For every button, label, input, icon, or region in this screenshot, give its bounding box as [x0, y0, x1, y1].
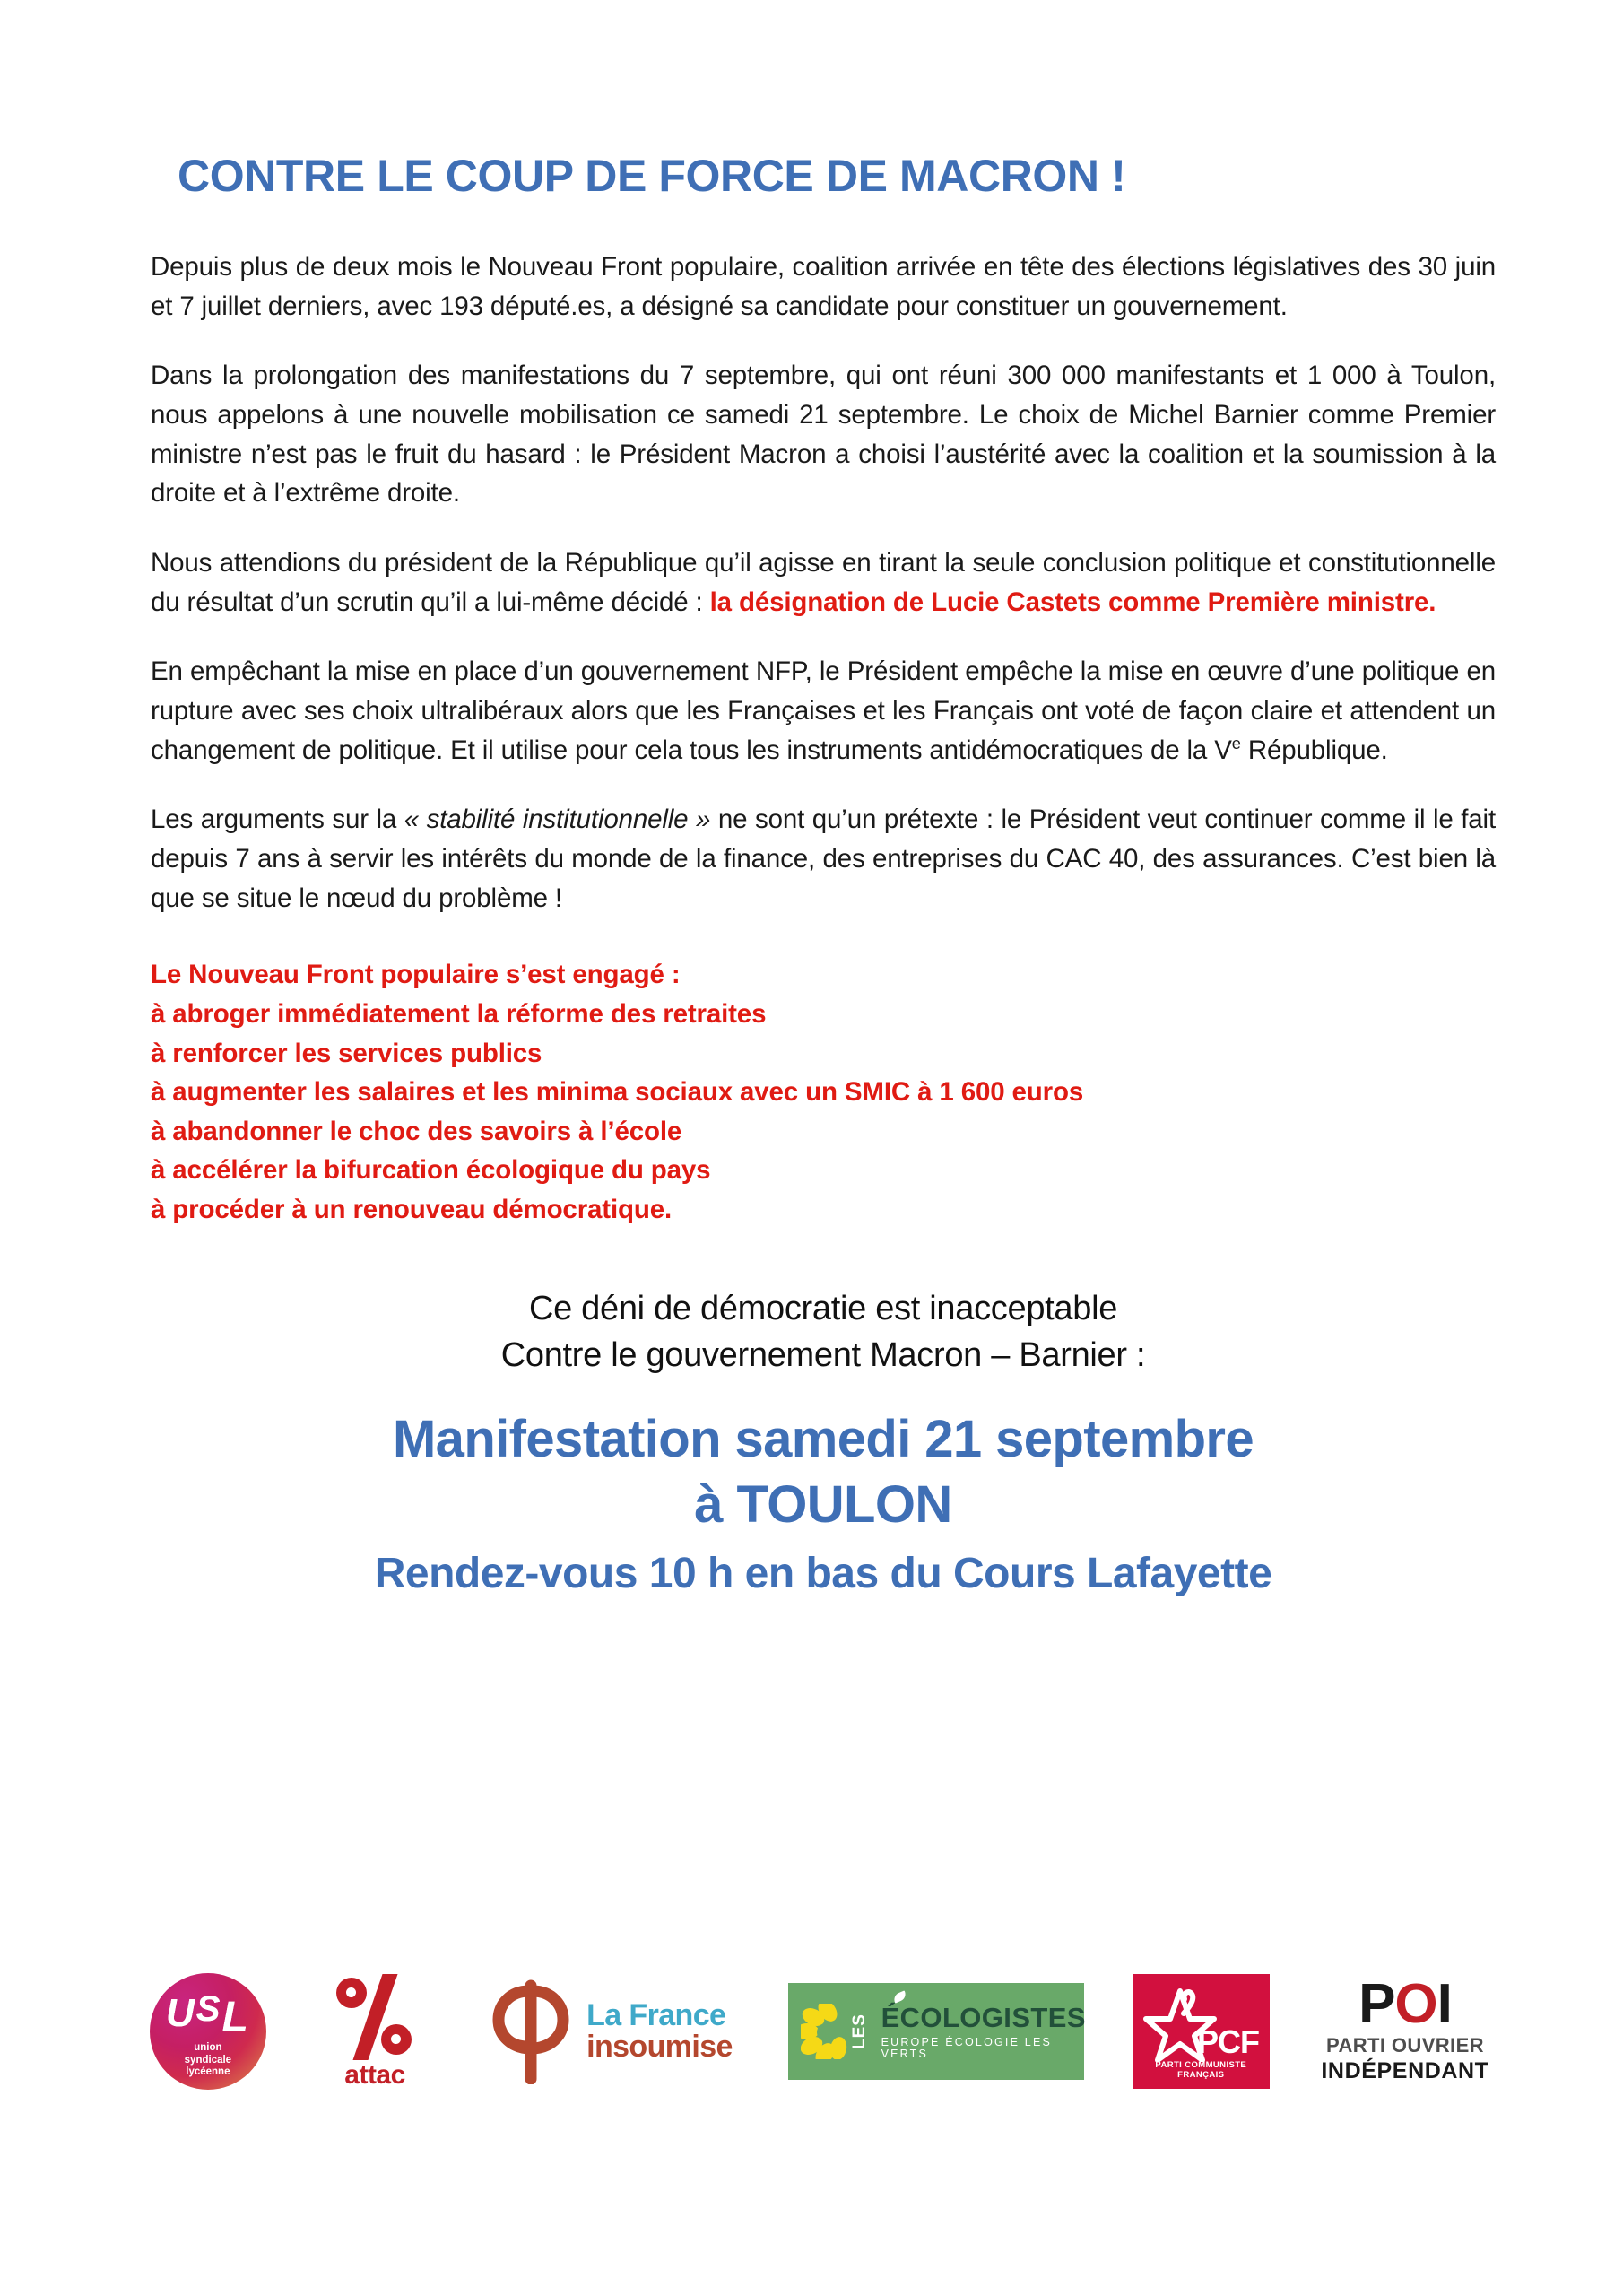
- paragraph-5-part-b: ne sont qu’un prétexte : le Président veut continuer comme il le fait depuis 7 ans à servir les intérêts du monde de la finance, des entreprises du CAC 40, des assurances. C’est bien là que se situe le nœud du problème !: [151, 804, 1496, 913]
- engagements-list: [151, 955, 1496, 1230]
- tract-content: [151, 0, 1496, 1602]
- engagement-item: à procéder à un renouveau démocratique.: [151, 1195, 673, 1225]
- cta-line-2: Contre le gouvernement Macron – Barnier :: [500, 1336, 1146, 1375]
- lfi-line-1: La France: [586, 1998, 726, 2033]
- logo-pcf: [1133, 1974, 1270, 2089]
- paragraph-4-part-a: En empêchant la mise en place d’un gouvernement NFP, le Président empêche la mise en œuvre d’une politique en rupture avec ses choix ultralibéraux alors que les Françaises et les Français ont voté de façon claire et attendent un changement de politique. Et il utilise pour cela tous les instruments antidémocratiques de la V: [151, 657, 1496, 765]
- usl-letters: USL: [165, 1989, 250, 2041]
- cta-meeting-point: Rendez-vous 10 h en bas du Cours Lafayette: [374, 1549, 1272, 1597]
- logo-usl: [143, 1967, 273, 2097]
- logo-attac: [319, 1967, 431, 2097]
- usl-subtitle: [150, 2042, 266, 2079]
- phi-icon: [488, 1979, 574, 2084]
- poi-letter-o: O: [1394, 1972, 1437, 2035]
- usl-circle-icon: [150, 1973, 266, 2090]
- pcf-subtitle: PARTI COMMUNISTE FRANÇAIS: [1155, 2060, 1247, 2080]
- usl-sub-line-3: lycéenne: [186, 2066, 230, 2078]
- eelv-wordmark: [881, 2004, 1086, 2059]
- call-to-action: [151, 1285, 1496, 1602]
- logo-la-france-insoumise: [468, 1967, 751, 2097]
- lfi-wordmark: [586, 2000, 733, 2062]
- poi-letter-i: I: [1436, 1972, 1452, 2035]
- paragraph-1: Depuis plus de deux mois le Nouveau Front populaire, coalition arrivée en tête des élections législatives des 30 juin et 7 juillet derniers, avec 193 député.es, a désigné sa candidate pour constituer un gouvernement.: [151, 252, 1496, 321]
- cta-city: à TOULON: [694, 1474, 952, 1534]
- percent-icon: [334, 1974, 415, 2060]
- eelv-main-text: ÉCOLOGISTES: [881, 2002, 1086, 2033]
- paragraph-3: [151, 544, 1496, 622]
- logo-les-ecologistes: [788, 1983, 1084, 2080]
- poi-letter-p: P: [1358, 1972, 1395, 2035]
- paragraph-2: Dans la prolongation des manifestations du 7 septembre, qui ont réuni 300 000 manifestants et 1 000 à Toulon, nous appelons à une nouvelle mobilisation ce samedi 21 septembre. Le choix de Michel Barnier comme Premier ministre n’est pas le fruit du hasard : le Président Macron a choisi l’austérité avec la coalition et la soumission à la droite et à l’extrême droite.: [151, 361, 1496, 509]
- poi-line-3: INDÉPENDANT: [1321, 2058, 1489, 2084]
- percent-top-circle-icon: [336, 1978, 367, 2008]
- body-text: [151, 248, 1496, 918]
- logo-poi: [1313, 1969, 1497, 2094]
- attac-wordmark: attac: [344, 2060, 405, 2090]
- usl-sub-line-1: union: [194, 2042, 222, 2054]
- paragraph-5: [151, 800, 1496, 918]
- poi-line-2: PARTI OUVRIER: [1326, 2033, 1484, 2057]
- poi-wordmark: [1358, 1972, 1452, 2035]
- paragraph-5-quote: « stabilité institutionnelle »: [404, 804, 711, 835]
- paragraph-4-part-b: République.: [1240, 735, 1388, 765]
- pcf-wordmark: PCF: [1196, 2023, 1259, 2060]
- usl-sub-line-2: syndicale: [184, 2054, 232, 2066]
- cta-headline: Manifestation samedi 21 septembre: [392, 1409, 1254, 1468]
- engagement-item: à renforcer les services publics: [151, 1038, 542, 1068]
- eelv-les-label: LES: [849, 2013, 869, 2049]
- percent-bottom-circle-icon: [381, 2024, 412, 2055]
- paragraph-4: [151, 652, 1496, 770]
- engagement-item: à abroger immédiatement la réforme des retraites: [151, 998, 767, 1029]
- cta-line-1: Ce déni de démocratie est inacceptable: [528, 1289, 1118, 1327]
- paragraph-3-highlight: la désignation de Lucie Castets comme Première ministre.: [709, 587, 1436, 617]
- eelv-main-label: [881, 2004, 1086, 2031]
- organisation-logos: [135, 1960, 1497, 2103]
- engagement-item: à abandonner le choc des savoirs à l’école: [151, 1116, 682, 1146]
- engagement-item: à accélérer la bifurcation écologique du pays: [151, 1155, 711, 1186]
- sunflower-icon: [801, 2004, 853, 2059]
- ordinal-superscript: e: [1231, 733, 1241, 752]
- eelv-sub-label: EUROPE ÉCOLOGIE LES VERTS: [881, 2036, 1053, 2060]
- engagement-item: à augmenter les salaires et les minima sociaux avec un SMIC à 1 600 euros: [151, 1077, 1084, 1108]
- paragraph-3-plain: Nous attendions du président de la République qu’il agisse en tirant la seule conclusion politique et constitutionnelle du résultat d’un scrutin qu’il a lui-même décidé :: [151, 547, 1496, 617]
- lfi-line-2: insoumise: [586, 2030, 733, 2064]
- page-title: CONTRE LE COUP DE FORCE DE MACRON !: [178, 151, 1126, 201]
- engagements-heading: Le Nouveau Front populaire s’est engagé :: [151, 960, 681, 990]
- paragraph-5-part-a: Les arguments sur la: [151, 804, 404, 835]
